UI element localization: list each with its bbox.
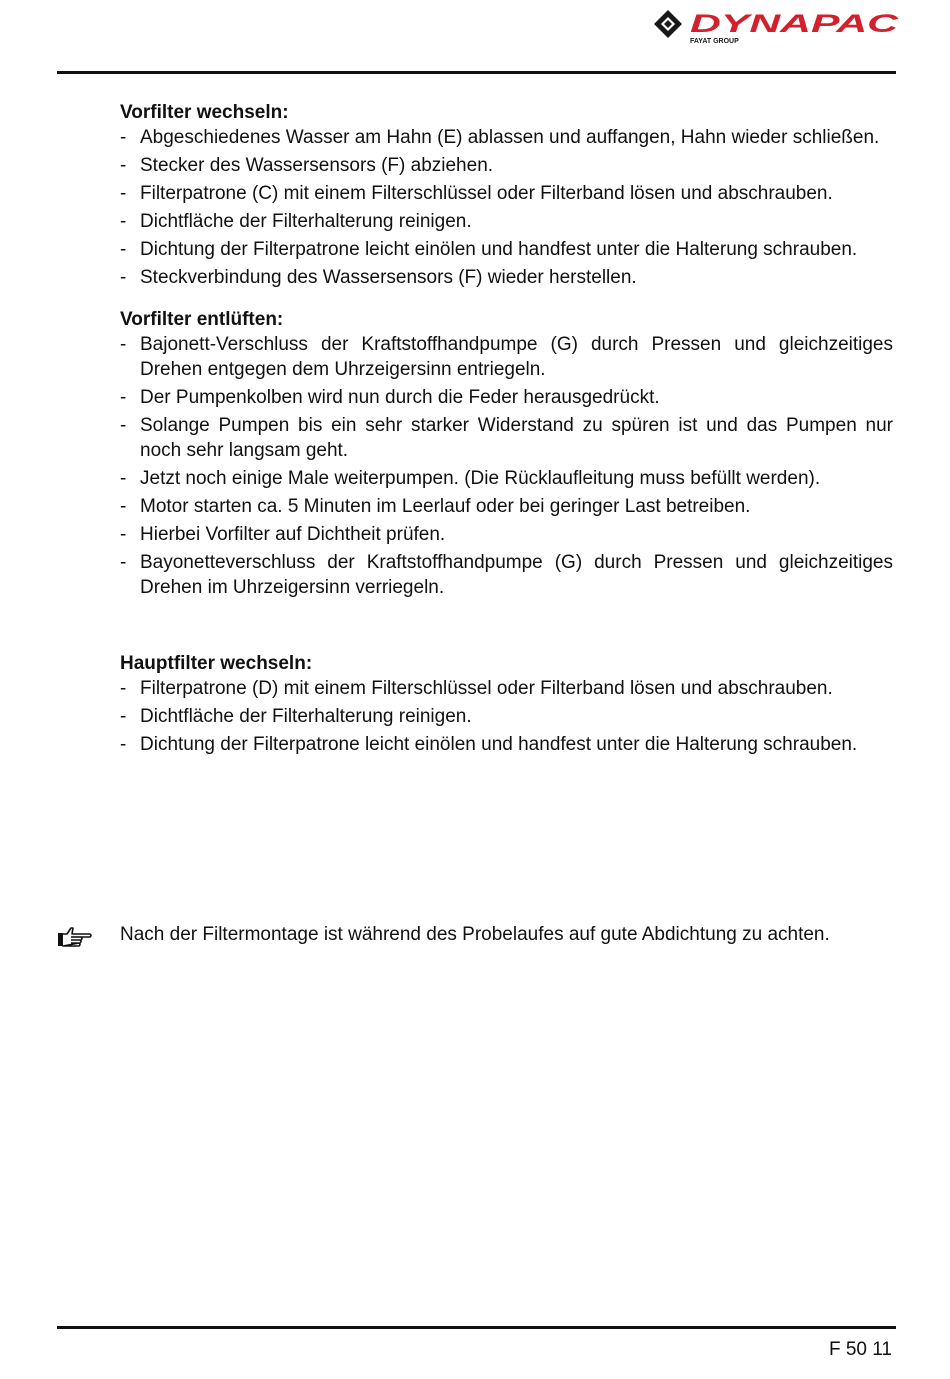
list-item [120, 494, 893, 519]
section-heading-main-filter-change: Hauptfilter wechseln: [120, 653, 313, 674]
list-item-text: Dichtfläche der Filterhalterung reinigen. [140, 706, 472, 727]
list-marker: - [120, 468, 127, 489]
list-item [120, 332, 893, 382]
list-item [120, 181, 893, 206]
logo-subtitle: FAYAT GROUP [690, 38, 739, 45]
document-body [120, 100, 893, 760]
header-rule [57, 71, 896, 74]
list-marker: - [120, 334, 127, 355]
list-item [120, 522, 893, 547]
list-marker: - [120, 734, 127, 755]
note [57, 920, 893, 950]
list-marker: - [120, 211, 127, 232]
section-heading-prefilter-change: Vorfilter wechseln: [120, 102, 289, 123]
list-item-text: Hierbei Vorfilter auf Dichtheit prüfen. [140, 524, 446, 545]
pointing-hand-icon [57, 924, 93, 948]
footer-rule [57, 1326, 896, 1329]
list-item [120, 732, 893, 757]
logo-wordmark: DYNAPAC [690, 10, 900, 38]
page-number: F 50 11 [828, 1339, 892, 1360]
list-item [120, 125, 893, 150]
list-item [120, 550, 893, 600]
logo-diamond-icon [654, 10, 682, 38]
list-item [120, 704, 893, 729]
list-item-text: Bayonetteverschluss der Kraftstoffhandpumpe (G) durch Pressen und gleichzeitiges Drehen im Uhrzeigersinn verriegeln. [140, 552, 893, 598]
list-item [120, 153, 893, 178]
list-marker: - [120, 415, 127, 436]
section-heading-prefilter-bleed: Vorfilter entlüften: [120, 309, 284, 330]
list-marker: - [120, 127, 127, 148]
list-item-text: Filterpatrone (C) mit einem Filterschlüssel oder Filterband lösen und abschrauben. [140, 183, 833, 204]
list-marker: - [120, 387, 127, 408]
list-item-text: Filterpatrone (D) mit einem Filterschlüssel oder Filterband lösen und abschrauben. [140, 678, 833, 699]
list-item-text: Der Pumpenkolben wird nun durch die Feder herausgedrückt. [140, 387, 660, 408]
list-item [120, 265, 893, 290]
list-item-text: Stecker des Wassersensors (F) abziehen. [140, 155, 494, 176]
list-marker: - [120, 239, 127, 260]
list-item-text: Steckverbindung des Wassersensors (F) wieder herstellen. [140, 267, 637, 288]
list-item-text: Abgeschiedenes Wasser am Hahn (E) ablassen und auffangen, Hahn wieder schließen. [140, 127, 880, 148]
list-item-text: Dichtung der Filterpatrone leicht einölen und handfest unter die Halterung schrauben. [140, 239, 858, 260]
list-item [120, 237, 893, 262]
list-item-text: Dichtung der Filterpatrone leicht einölen und handfest unter die Halterung schrauben. [140, 734, 858, 755]
list-item [120, 466, 893, 491]
dynapac-logo [652, 8, 902, 48]
prefilter-change-steps [120, 125, 893, 290]
list-item [120, 676, 893, 701]
list-item [120, 413, 893, 463]
pointing-hand-graphic [57, 924, 93, 948]
main-filter-change-steps [120, 676, 893, 757]
note-text: Nach der Filtermontage ist während des Probelaufes auf gute Abdichtung zu achten. [120, 924, 830, 945]
list-item-text: Jetzt noch einige Male weiterpumpen. (Die Rücklaufleitung muss befüllt werden). [140, 468, 821, 489]
list-item-text: Solange Pumpen bis ein sehr starker Widerstand zu spüren ist und das Pumpen nur noch sehr langsam geht. [140, 415, 893, 461]
list-marker: - [120, 552, 127, 573]
list-item-text: Motor starten ca. 5 Minuten im Leerlauf oder bei geringer Last betreiben. [140, 496, 751, 517]
list-item-text: Bajonett-Verschluss der Kraftstoffhandpumpe (G) durch Pressen und gleichzeitiges Drehen entgegen dem Uhrzeigersinn entriegeln. [140, 334, 893, 380]
dynapac-logo-graphic [652, 8, 902, 48]
list-marker: - [120, 678, 127, 699]
list-marker: - [120, 155, 127, 176]
list-marker: - [120, 706, 127, 727]
list-item [120, 209, 893, 234]
list-marker: - [120, 183, 127, 204]
list-item-text: Dichtfläche der Filterhalterung reinigen. [140, 211, 472, 232]
list-item [120, 385, 893, 410]
prefilter-bleed-steps [120, 332, 893, 600]
list-marker: - [120, 496, 127, 517]
list-marker: - [120, 267, 127, 288]
list-marker: - [120, 524, 127, 545]
